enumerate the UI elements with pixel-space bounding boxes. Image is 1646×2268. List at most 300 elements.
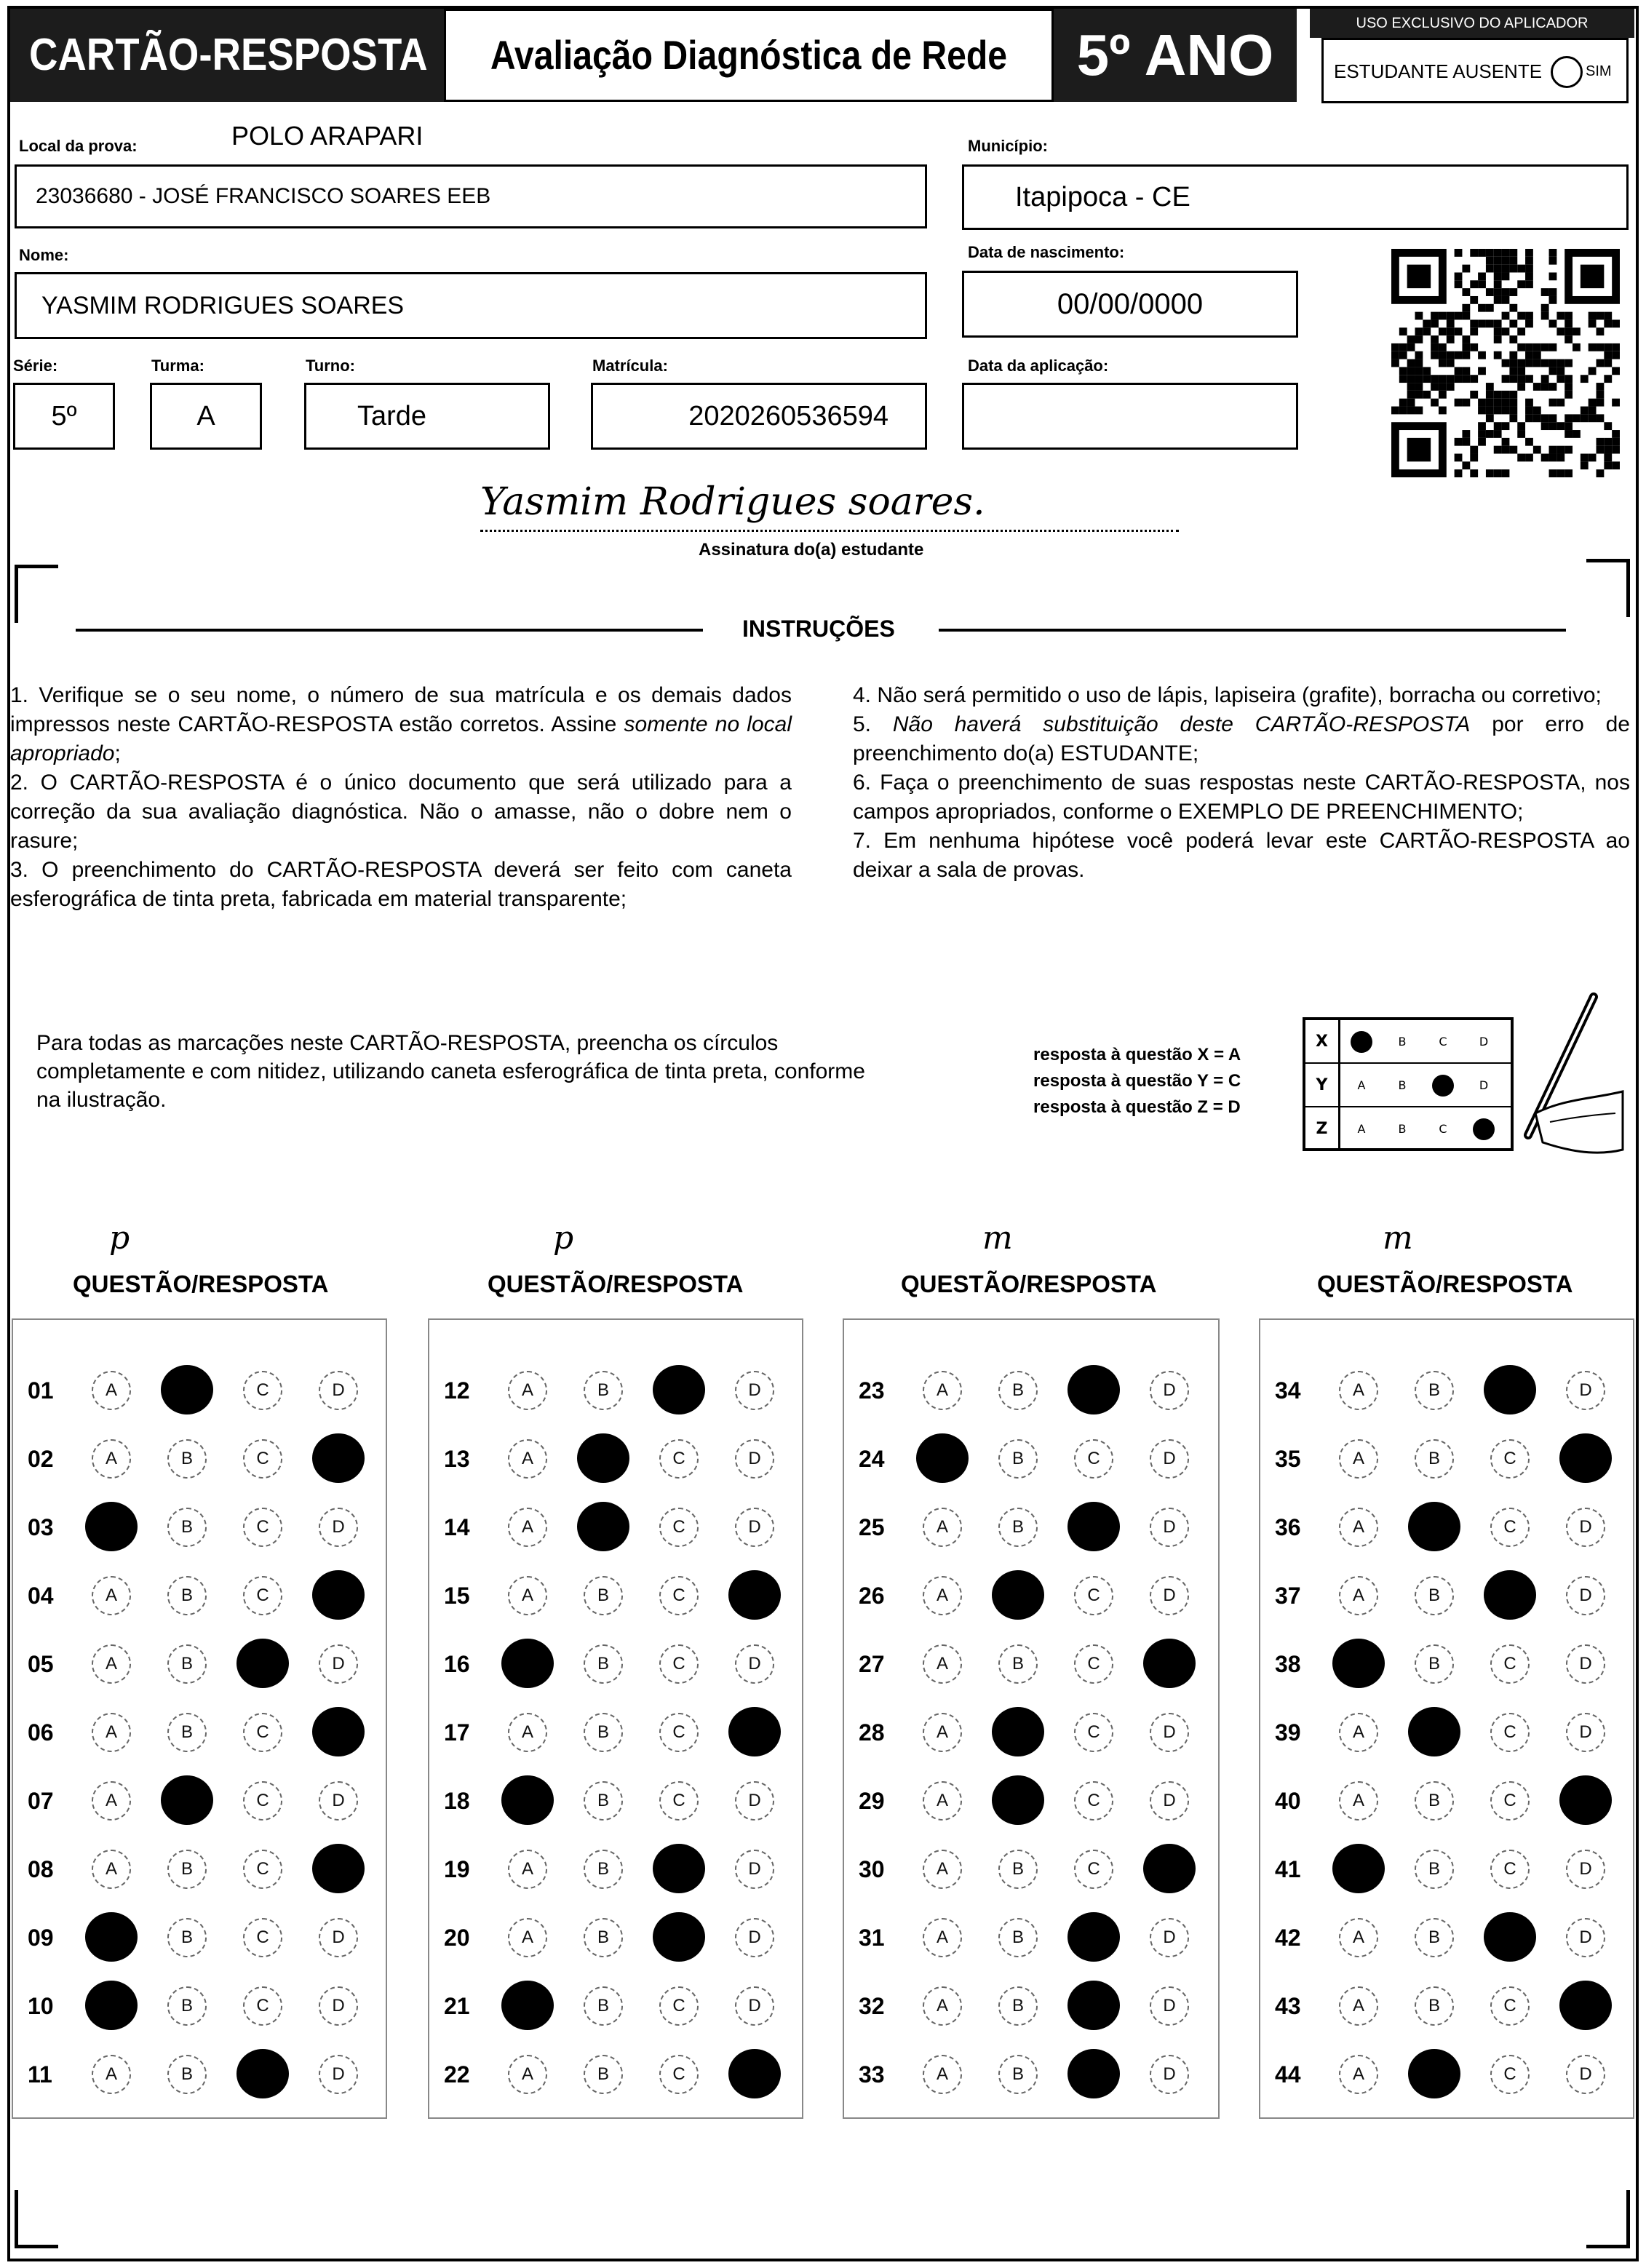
answer-bubble[interactable]: B <box>584 1644 623 1684</box>
answer-bubble[interactable]: D <box>319 1918 358 1957</box>
instruction-6: 6. Faça o preenchimento de suas respostas neste CARTÃO-RESPOSTA, nos campos apropriados, conforme o EXEMPLO DE PREENCHIMENTO; <box>853 771 1630 824</box>
question-number: 41 <box>1275 1856 1301 1882</box>
question-number: 14 <box>444 1514 470 1540</box>
question-number: 30 <box>859 1856 885 1882</box>
question-number: 22 <box>444 2061 470 2088</box>
answer-bubble[interactable]: A <box>92 1781 131 1821</box>
answer-bubble-filled[interactable] <box>728 1570 781 1620</box>
answer-bubble[interactable]: C <box>1490 1508 1530 1547</box>
question-number: 27 <box>859 1651 885 1677</box>
signature-caption: Assinatura do(a) estudante <box>699 540 924 560</box>
answer-bubble[interactable]: A <box>923 2055 962 2094</box>
answer-bubble[interactable]: B <box>1415 1918 1454 1957</box>
turma-field <box>150 383 262 450</box>
answer-bubble-filled[interactable] <box>728 2049 781 2098</box>
answer-bubble[interactable]: A <box>1339 1439 1378 1479</box>
instructions-right <box>853 681 1630 885</box>
answer-column <box>428 1318 803 2119</box>
answer-bubble[interactable]: B <box>584 1918 623 1957</box>
answer-bubble[interactable]: D <box>1566 1918 1605 1957</box>
answer-bubble[interactable]: A <box>508 1713 547 1752</box>
answer-bubble-filled[interactable] <box>1143 1639 1196 1688</box>
answer-bubble[interactable]: D <box>735 1644 774 1684</box>
answer-bubble[interactable]: B <box>1415 1439 1454 1479</box>
answer-bubble[interactable]: C <box>659 1508 699 1547</box>
answer-bubble[interactable]: A <box>923 1644 962 1684</box>
question-row <box>13 1493 386 1561</box>
answer-bubble-filled[interactable] <box>85 1912 138 1962</box>
example-bubble: A <box>1357 1078 1366 1092</box>
answer-bubble[interactable]: D <box>319 1371 358 1410</box>
answer-bubble[interactable]: C <box>243 1850 282 1889</box>
question-row <box>1260 1425 1633 1493</box>
answer-bubble[interactable]: C <box>243 1371 282 1410</box>
answer-bubble[interactable]: A <box>923 1371 962 1410</box>
question-row <box>13 1561 386 1630</box>
turma-label: Turma: <box>151 357 204 375</box>
question-number: 35 <box>1275 1446 1301 1472</box>
answer-bubble[interactable]: A <box>1339 1781 1378 1821</box>
answer-bubble[interactable]: A <box>1339 1713 1378 1752</box>
answer-bubble[interactable]: D <box>319 1986 358 2026</box>
answer-bubble[interactable]: B <box>584 1371 623 1410</box>
question-row <box>429 1561 802 1630</box>
answer-bubble[interactable]: C <box>659 1576 699 1615</box>
answer-bubble[interactable]: A <box>923 1918 962 1957</box>
question-number: 25 <box>859 1514 885 1540</box>
answer-bubble[interactable]: B <box>998 1644 1038 1684</box>
answer-bubble[interactable]: D <box>1566 2055 1605 2094</box>
school-field <box>15 164 927 228</box>
answer-bubble[interactable]: D <box>1150 1781 1189 1821</box>
answer-bubble[interactable]: D <box>319 1781 358 1821</box>
answer-bubble-filled[interactable] <box>501 1639 554 1688</box>
aplicacao-value <box>964 385 1296 447</box>
answer-bubble-filled[interactable] <box>501 1775 554 1825</box>
answer-bubble-filled[interactable] <box>312 1433 365 1483</box>
answer-bubble-filled[interactable] <box>577 1433 629 1483</box>
answer-bubble[interactable]: B <box>1415 1576 1454 1615</box>
answer-bubble[interactable]: D <box>1566 1576 1605 1615</box>
turno-label: Turno: <box>306 357 356 375</box>
question-row <box>844 1356 1218 1425</box>
answer-bubble-filled[interactable] <box>992 1775 1044 1825</box>
answer-bubble[interactable]: C <box>1490 1713 1530 1752</box>
question-number: 03 <box>28 1514 54 1540</box>
instructions-title: INSTRUÇÕES <box>742 616 895 642</box>
example-legend <box>1033 1042 1241 1121</box>
question-row <box>1260 1561 1633 1630</box>
answer-bubble[interactable]: A <box>92 1576 131 1615</box>
answer-bubble[interactable]: C <box>659 1986 699 2026</box>
example-grid <box>1303 1017 1514 1151</box>
answer-bubble[interactable]: B <box>167 1713 207 1752</box>
sheet-title: CARTÃO-RESPOSTA <box>29 30 428 80</box>
answer-bubble[interactable]: A <box>508 1508 547 1547</box>
question-row <box>844 1972 1218 2040</box>
question-row <box>1260 1698 1633 1767</box>
answer-bubble-filled[interactable] <box>312 1844 365 1893</box>
answer-bubble-filled[interactable] <box>1408 2049 1460 2098</box>
answer-bubble[interactable]: C <box>243 1781 282 1821</box>
answer-bubble[interactable]: D <box>735 1371 774 1410</box>
example-bubble: B <box>1398 1078 1407 1092</box>
answer-bubble[interactable]: B <box>584 1781 623 1821</box>
question-number: 10 <box>28 1993 54 2019</box>
answer-bubble[interactable]: A <box>1339 1986 1378 2026</box>
answer-bubble[interactable]: C <box>1074 1781 1113 1821</box>
answer-bubble-filled[interactable] <box>653 1365 705 1414</box>
answer-bubble[interactable]: C <box>243 1713 282 1752</box>
answer-bubble[interactable]: D <box>735 1439 774 1479</box>
answer-bubble[interactable]: C <box>1490 1986 1530 2026</box>
answer-bubble-filled[interactable] <box>1332 1844 1385 1893</box>
answer-bubble-filled[interactable] <box>85 1981 138 2030</box>
question-row <box>844 1903 1218 1972</box>
answer-bubble-filled[interactable] <box>1408 1502 1460 1551</box>
question-row <box>429 1425 802 1493</box>
answer-bubble-filled[interactable] <box>1484 1912 1536 1962</box>
instructions-left <box>10 681 792 914</box>
matricula-label: Matrícula: <box>592 357 668 375</box>
question-row <box>13 1356 386 1425</box>
question-row <box>13 1425 386 1493</box>
question-number: 28 <box>859 1719 885 1746</box>
column-title: QUESTÃO/RESPOSTA <box>1317 1270 1573 1297</box>
answer-bubble-filled[interactable] <box>236 2049 289 2098</box>
question-row <box>844 1630 1218 1698</box>
answer-bubble[interactable]: D <box>735 1508 774 1547</box>
example-legend-line: resposta à questão Y = C <box>1033 1071 1241 1091</box>
answer-bubble[interactable]: B <box>167 1644 207 1684</box>
answer-bubble[interactable]: A <box>1339 1576 1378 1615</box>
answer-bubble-filled[interactable] <box>1484 1570 1536 1620</box>
serie-label: Série: <box>13 357 58 375</box>
answer-bubble[interactable]: C <box>1074 1644 1113 1684</box>
answer-bubble[interactable]: B <box>998 1439 1038 1479</box>
answer-bubble[interactable]: A <box>923 1850 962 1889</box>
question-row <box>429 1767 802 1835</box>
answer-bubble[interactable]: A <box>92 1713 131 1752</box>
school-value: 23036680 - JOSÉ FRANCISCO SOARES EEB <box>36 184 491 208</box>
answer-bubble[interactable]: C <box>659 2055 699 2094</box>
answer-bubble-filled[interactable] <box>653 1912 705 1962</box>
answer-bubble[interactable]: D <box>1566 1644 1605 1684</box>
answer-bubble[interactable]: C <box>1074 1713 1113 1752</box>
answer-bubble[interactable]: A <box>923 1986 962 2026</box>
answer-bubble[interactable]: D <box>319 2055 358 2094</box>
answer-bubble[interactable]: B <box>998 2055 1038 2094</box>
answer-bubble[interactable]: C <box>1074 1850 1113 1889</box>
answer-bubble[interactable]: D <box>1150 1371 1189 1410</box>
question-row <box>844 1698 1218 1767</box>
answer-bubble[interactable]: B <box>167 1439 207 1479</box>
answer-bubble[interactable]: A <box>1339 1371 1378 1410</box>
answer-bubble[interactable]: C <box>1490 2055 1530 2094</box>
example-row-key: X <box>1305 1020 1340 1062</box>
question-number: 19 <box>444 1856 470 1882</box>
local-label: Local da prova: <box>19 137 138 155</box>
example-row <box>1305 1107 1511 1151</box>
answer-bubble[interactable]: B <box>1415 1644 1454 1684</box>
answer-bubble[interactable]: D <box>1150 1508 1189 1547</box>
answer-column <box>12 1318 387 2119</box>
answer-bubble[interactable]: B <box>167 1576 207 1615</box>
answer-bubble-filled[interactable] <box>728 1707 781 1756</box>
answer-bubble[interactable]: B <box>998 1371 1038 1410</box>
answer-bubble[interactable]: D <box>1566 1371 1605 1410</box>
answer-bubble[interactable]: A <box>92 1850 131 1889</box>
absent-bubble[interactable] <box>1551 56 1583 88</box>
answer-bubble[interactable]: D <box>1150 1713 1189 1752</box>
answer-bubble[interactable]: C <box>1490 1644 1530 1684</box>
question-number: 31 <box>859 1925 885 1951</box>
answer-bubble-filled[interactable] <box>161 1365 213 1414</box>
answer-bubble[interactable]: B <box>167 2055 207 2094</box>
answer-bubble[interactable]: B <box>167 1508 207 1547</box>
answer-bubble[interactable]: B <box>584 1850 623 1889</box>
answer-bubble-filled[interactable] <box>1484 1365 1536 1414</box>
answer-bubble-filled[interactable] <box>992 1707 1044 1756</box>
answer-bubble[interactable]: D <box>1150 1439 1189 1479</box>
serie-value: 5º <box>51 400 77 431</box>
question-row <box>844 1425 1218 1493</box>
question-number: 12 <box>444 1377 470 1404</box>
answer-bubble[interactable]: B <box>998 1918 1038 1957</box>
question-number: 06 <box>28 1719 54 1746</box>
question-number: 05 <box>28 1651 54 1677</box>
answer-bubble-filled[interactable] <box>312 1707 365 1756</box>
answer-bubble[interactable]: D <box>735 1781 774 1821</box>
answer-bubble[interactable]: D <box>319 1508 358 1547</box>
answer-bubble[interactable]: D <box>319 1644 358 1684</box>
example-row <box>1305 1020 1511 1064</box>
answer-bubble[interactable]: C <box>1074 1439 1113 1479</box>
municipio-field <box>962 164 1629 230</box>
example-bubble: C <box>1439 1035 1447 1049</box>
answer-bubble-filled[interactable] <box>1067 1912 1120 1962</box>
answer-bubble[interactable]: D <box>1150 1986 1189 2026</box>
answer-bubble-filled[interactable] <box>1559 1981 1612 2030</box>
question-row <box>1260 1356 1633 1425</box>
column-title: QUESTÃO/RESPOSTA <box>488 1270 744 1297</box>
answer-bubble[interactable]: A <box>508 2055 547 2094</box>
pen-hand-illustration <box>1484 990 1630 1164</box>
answer-bubble[interactable]: D <box>1566 1713 1605 1752</box>
column-title: QUESTÃO/RESPOSTA <box>901 1270 1157 1297</box>
turno-field <box>304 383 550 450</box>
answer-bubble-filled[interactable] <box>236 1639 289 1688</box>
question-number: 24 <box>859 1446 885 1472</box>
answer-bubble-filled[interactable] <box>1067 1502 1120 1551</box>
answer-bubble[interactable]: C <box>659 1644 699 1684</box>
answer-bubble[interactable]: A <box>92 2055 131 2094</box>
column-handwritten-mark: p <box>109 1219 130 1257</box>
answer-bubble[interactable]: B <box>584 1986 623 2026</box>
example-bubble: D <box>1479 1035 1489 1049</box>
question-number: 13 <box>444 1446 470 1472</box>
question-row <box>429 1835 802 1903</box>
absent-yes-label: SIM <box>1586 63 1612 79</box>
answer-bubble[interactable]: B <box>1415 1986 1454 2026</box>
answer-bubble[interactable]: B <box>584 1713 623 1752</box>
example-bubble: D <box>1479 1078 1489 1092</box>
turno-value: Tarde <box>357 400 427 431</box>
answer-bubble[interactable]: D <box>1566 1508 1605 1547</box>
answer-bubble-filled[interactable] <box>1067 1365 1120 1414</box>
applicator-only-label: USO EXCLUSIVO DO APLICADOR <box>1310 9 1634 38</box>
answer-bubble-filled[interactable] <box>1559 1433 1612 1483</box>
example-bubble: C <box>1439 1122 1447 1136</box>
answer-bubble[interactable]: C <box>1490 1850 1530 1889</box>
answer-bubble-filled[interactable] <box>161 1775 213 1825</box>
turma-value: A <box>196 400 215 431</box>
answer-bubble[interactable]: C <box>243 1576 282 1615</box>
question-row <box>429 1972 802 2040</box>
question-row <box>13 1835 386 1903</box>
question-number: 17 <box>444 1719 470 1746</box>
answer-bubble[interactable]: A <box>92 1439 131 1479</box>
question-row <box>844 2040 1218 2109</box>
answer-bubble[interactable]: C <box>1490 1439 1530 1479</box>
answer-bubble[interactable]: C <box>659 1439 699 1479</box>
answer-bubble[interactable]: B <box>167 1918 207 1957</box>
answer-bubble[interactable]: D <box>735 1850 774 1889</box>
example-bubble <box>1432 1075 1454 1097</box>
answer-bubble[interactable]: A <box>1339 1508 1378 1547</box>
example-bubble: B <box>1398 1035 1407 1049</box>
signature-line <box>480 530 1179 532</box>
instructions-rule-left <box>76 629 703 632</box>
question-number: 39 <box>1275 1719 1301 1746</box>
question-number: 15 <box>444 1583 470 1609</box>
answer-bubble-filled[interactable] <box>992 1570 1044 1620</box>
serie-field <box>13 383 115 450</box>
answer-bubble[interactable]: D <box>1150 2055 1189 2094</box>
answer-bubble[interactable]: D <box>1566 1850 1605 1889</box>
column-handwritten-mark: p <box>553 1219 574 1257</box>
instructions-rule-right <box>939 629 1566 632</box>
answer-bubble[interactable]: A <box>508 1371 547 1410</box>
answer-bubble[interactable]: C <box>1490 1781 1530 1821</box>
answer-bubble[interactable]: A <box>92 1371 131 1410</box>
answer-bubble[interactable]: D <box>1150 1918 1189 1957</box>
question-number: 18 <box>444 1788 470 1814</box>
column-title: QUESTÃO/RESPOSTA <box>73 1270 329 1297</box>
question-row <box>1260 1972 1633 2040</box>
question-row <box>13 1767 386 1835</box>
answer-bubble-filled[interactable] <box>312 1570 365 1620</box>
question-number: 44 <box>1275 2061 1301 2088</box>
matricula-value: 2020260536594 <box>688 400 888 431</box>
question-number: 21 <box>444 1993 470 2019</box>
answer-bubble[interactable]: D <box>735 1918 774 1957</box>
question-row <box>429 2040 802 2109</box>
question-row <box>1260 1903 1633 1972</box>
instruction-3: 3. O preenchimento do CARTÃO-RESPOSTA deverá ser feito com caneta esferográfica de tinta preta, fabricada em material transparente; <box>10 858 792 911</box>
answer-bubble-filled[interactable] <box>577 1502 629 1551</box>
instruction-2: 2. O CARTÃO-RESPOSTA é o único documento que será utilizado para a correção da sua avaliação diagnóstica. Não o amasse, não o dobre nem o rasure; <box>10 771 792 853</box>
question-number: 40 <box>1275 1788 1301 1814</box>
nome-label: Nome: <box>19 246 69 264</box>
answer-bubble-filled[interactable] <box>85 1502 138 1551</box>
question-row <box>1260 1767 1633 1835</box>
qr-code <box>1391 249 1620 477</box>
instruction-1: 1. Verifique se o seu nome, o número de sua matrícula e os demais dados impressos neste CARTÃO-RESPOSTA estão corretos. Assine somente no local apropriado; <box>10 683 792 765</box>
question-number: 20 <box>444 1925 470 1951</box>
answer-bubble[interactable]: B <box>167 1986 207 2026</box>
answer-bubble[interactable]: B <box>167 1850 207 1889</box>
answer-bubble-filled[interactable] <box>501 1981 554 2030</box>
answer-bubble[interactable]: A <box>1339 1918 1378 1957</box>
answer-bubble[interactable]: B <box>998 1986 1038 2026</box>
answer-bubble-filled[interactable] <box>1067 2049 1120 2098</box>
answer-bubble-filled[interactable] <box>1067 1981 1120 2030</box>
question-row <box>844 1561 1218 1630</box>
question-row <box>429 1630 802 1698</box>
question-number: 43 <box>1275 1993 1301 2019</box>
example-legend-line: resposta à questão X = A <box>1033 1045 1241 1065</box>
answer-bubble[interactable]: D <box>735 1986 774 2026</box>
answer-bubble[interactable]: D <box>1150 1576 1189 1615</box>
answer-bubble[interactable]: B <box>584 2055 623 2094</box>
answer-bubble[interactable]: A <box>92 1644 131 1684</box>
answer-bubble[interactable]: C <box>243 1918 282 1957</box>
answer-bubble[interactable]: B <box>998 1508 1038 1547</box>
answer-bubble-filled[interactable] <box>653 1844 705 1893</box>
question-row <box>429 1698 802 1767</box>
answer-bubble[interactable]: A <box>923 1508 962 1547</box>
answer-bubble[interactable]: A <box>923 1576 962 1615</box>
answer-bubble[interactable]: B <box>998 1850 1038 1889</box>
matricula-field <box>591 383 927 450</box>
example-bubble <box>1351 1031 1372 1053</box>
answer-bubble[interactable]: B <box>584 1576 623 1615</box>
answer-bubble[interactable]: C <box>243 1986 282 2026</box>
question-row <box>429 1903 802 1972</box>
column-handwritten-mark: m <box>982 1219 1013 1257</box>
answer-bubble[interactable]: A <box>508 1439 547 1479</box>
answer-column <box>1259 1318 1634 2119</box>
answer-bubble-filled[interactable] <box>1559 1775 1612 1825</box>
answer-bubble[interactable]: B <box>1415 1781 1454 1821</box>
question-row <box>844 1493 1218 1561</box>
answer-bubble[interactable]: A <box>508 1850 547 1889</box>
answer-bubble[interactable]: C <box>659 1713 699 1752</box>
question-row <box>13 2040 386 2109</box>
answer-bubble[interactable]: A <box>508 1576 547 1615</box>
answer-bubble[interactable]: A <box>508 1918 547 1957</box>
answer-bubble[interactable]: B <box>1415 1371 1454 1410</box>
answer-bubble[interactable]: A <box>1339 2055 1378 2094</box>
answer-bubble[interactable]: A <box>923 1713 962 1752</box>
answer-bubble-filled[interactable] <box>1332 1639 1385 1688</box>
example-row-key: Z <box>1305 1107 1340 1151</box>
answer-bubble[interactable]: C <box>243 1439 282 1479</box>
answer-bubble-filled[interactable] <box>916 1433 969 1483</box>
answer-bubble[interactable]: B <box>1415 1850 1454 1889</box>
example-bubble: B <box>1398 1122 1407 1136</box>
local-value: POLO ARAPARI <box>231 121 424 151</box>
question-row <box>429 1356 802 1425</box>
question-number: 32 <box>859 1993 885 2019</box>
answer-bubble[interactable]: C <box>1074 1576 1113 1615</box>
answer-bubble[interactable]: C <box>659 1781 699 1821</box>
answer-bubble[interactable]: C <box>243 1508 282 1547</box>
answer-bubble[interactable]: A <box>923 1781 962 1821</box>
answer-bubble-filled[interactable] <box>1408 1707 1460 1756</box>
answer-bubble-filled[interactable] <box>1143 1844 1196 1893</box>
